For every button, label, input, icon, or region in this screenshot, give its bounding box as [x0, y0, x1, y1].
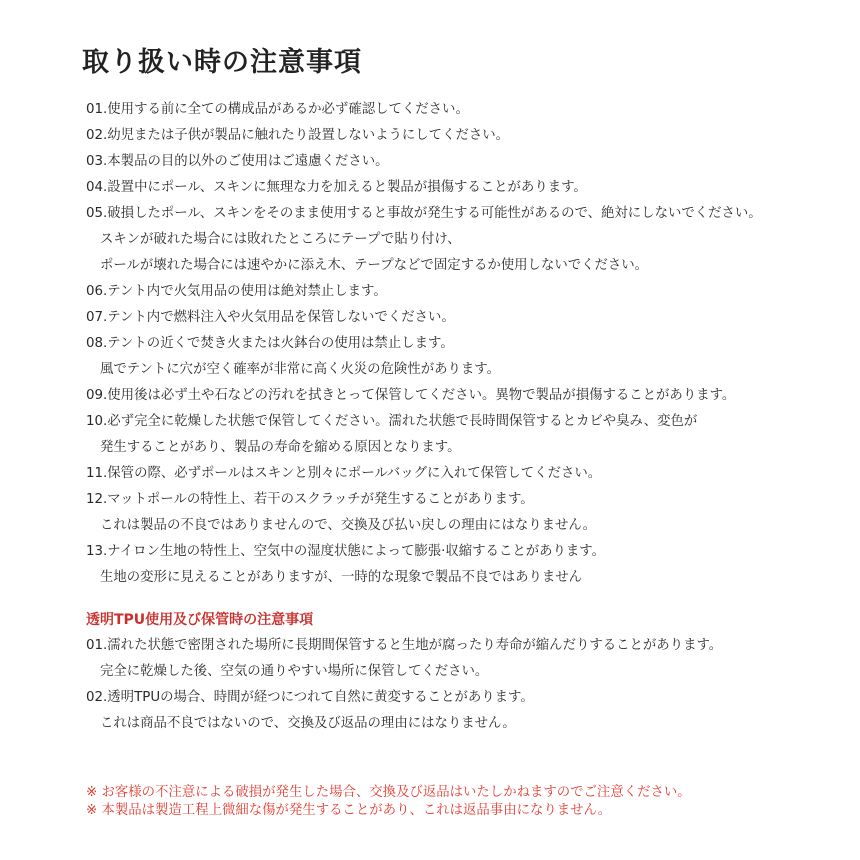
list-item-continuation: 完全に乾燥した後、空気の通りやすい場所に保管してください。 — [100, 664, 489, 679]
list-item: 09.使用後は必ず土や石などの汚れを拭きとって保管してください。異物で製品が損傷することがあります。 — [86, 388, 736, 403]
tpu-section-title: 透明TPU使用及び保管時の注意事項 — [86, 612, 314, 628]
list-item-continuation: スキンが破れた場合には敗れたところにテープで貼り付け、 — [100, 232, 461, 247]
list-item: 07.テント内で燃料注入や火気用品を保管しないでください。 — [86, 310, 455, 325]
list-item-continuation: これは商品不良ではないので、交換及び返品の理由にはなりません。 — [100, 716, 516, 731]
list-item: 13.ナイロン生地の特性上、空気中の湿度状態によって膨張·収縮することがあります。 — [86, 544, 605, 559]
warning-note: ※ お客様の不注意による破損が発生した場合、交換及び返品はいたしかねますのでご注意ください。 — [86, 785, 691, 800]
list-item: 08.テントの近くで焚き火または火鉢台の使用は禁止します。 — [86, 336, 454, 351]
list-item: 10.必ず完全に乾燥した状態で保管してください。濡れた状態で長時間保管するとカビや臭み、変色が — [86, 414, 698, 429]
caution-list — [86, 97, 806, 591]
list-item: 12.マットポールの特性上、若干のスクラッチが発生することがあります。 — [86, 492, 534, 507]
list-item: 11.保管の際、必ずポールはスキンと別々にポールバッグに入れて保管してください。 — [86, 466, 602, 481]
warning-note: ※ 本製品は製造工程上微細な傷が発生することがあり、これは返品事由になりません。 — [86, 803, 612, 818]
list-item: 02.透明TPUの場合、時間が経つにつれて自然に黄変することがあります。 — [86, 690, 534, 705]
tpu-section — [86, 607, 806, 737]
list-item: 04.設置中にポール、スキンに無理な力を加えると製品が損傷することがあります。 — [86, 180, 587, 195]
list-item-continuation: 風でテントに穴が空く確率が非常に高く火災の危険性があります。 — [100, 362, 500, 377]
list-item: 02.幼児または子供が製品に触れたり設置しないようにしてください。 — [86, 128, 510, 143]
list-item-continuation: 生地の変形に見えることがありますが、一時的な現象で製品不良ではありません — [100, 570, 583, 585]
list-item: 05.破損したポール、スキンをそのまま使用すると事故が発生する可能性があるので、絶対にしないでください。 — [86, 206, 762, 221]
list-item-continuation: これは製品の不良ではありませんので、交換及び払い戻しの理由にはなりません。 — [100, 518, 596, 533]
list-item: 01.濡れた状態で密閉された場所に長期間保管すると生地が腐ったり寿命が縮んだりすることがあります。 — [86, 638, 723, 653]
warning-notes — [86, 784, 826, 820]
list-item: 03.本製品の目的以外のご使用はご遠慮ください。 — [86, 154, 389, 169]
list-item: 01.使用する前に全ての構成品があるか必ず確認してください。 — [86, 102, 469, 117]
list-item-continuation: 発生することがあり、製品の寿命を縮める原因となります。 — [100, 440, 461, 455]
page-title: 取り扱い時の注意事項 — [82, 47, 362, 78]
list-item: 06.テント内で火気用品の使用は絶対禁止します。 — [86, 284, 387, 299]
list-item-continuation: ポールが壊れた場合には速やかに添え木、テープなどで固定するか使用しないでください。 — [100, 258, 649, 273]
